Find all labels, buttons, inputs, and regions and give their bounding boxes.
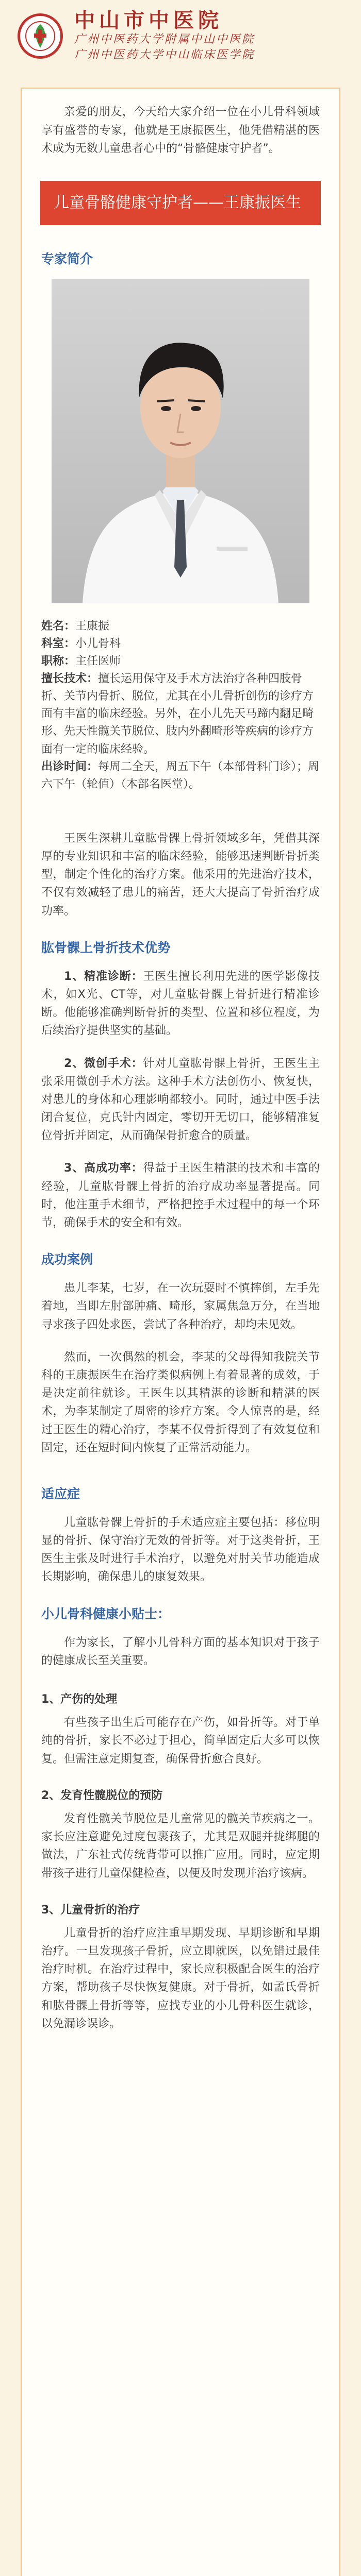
advantage-item-title: 2、微创手术： [64,1057,143,1070]
advantage-item-body: 王医生擅长利用先进的医学影像技术，如X光、CT等，对儿童肱骨髁上骨折进行精准诊断。他能够准确判断骨折的类型、位置和移位程度，为后续治疗提供坚实的基础。 [41,970,320,1038]
tip-body: 儿童骨折的治疗应注重早期发现、早期诊断和早期治疗。一旦发现孩子骨折，应立即就医，以免错过最佳治疗时机。在治疗过程中，家长应积极配合医生的治疗方案，帮助孩子尽快恢复健康。对于骨折，如孟氏骨折和肱骨髁上骨折等等，应找专业的小儿骨科医生就诊，以免漏诊误诊。 [41,1926,320,2030]
clinic-value: 每周二全天，周五下午（本部骨科门诊）；周六下午（轮值）（本部名医堂）。 [41,760,320,791]
summary-paragraph: 王医生深耕儿童肱骨髁上骨折领域多年，凭借其深厚的专业知识和丰富的临床经验，能够迅速判断骨折类型，制定个性化的治疗方案。他采用的先进治疗技术，不仅有效减轻了患儿的痛苦，还大大提高了骨折治疗成功率。 [41,832,320,918]
hospital-logo-icon [24,20,56,52]
profile-title: 专家简介 [41,251,93,266]
tip-title: 2、发育性髋脱位的预防 [41,1789,163,1802]
doctor-photo [52,279,309,603]
name-key: 姓名： [41,619,76,633]
hospital-header [0,0,361,72]
doctor-info [41,618,320,793]
hospital-subtitle-1: 广州中医药大学附属中山中医院 [74,33,255,46]
name-value: 王康振 [75,619,110,633]
intro-paragraph: 亲爱的朋友，今天给大家介绍一位在小儿骨科领域享有盛誉的专家，他就是王康振医生，他凭借精湛的医术成为无数儿童患者心中的“骨骼健康守护者”。 [41,106,320,156]
tips-title: 小儿骨科健康小贴士： [41,1606,171,1621]
advantage-item [41,1055,320,1145]
advantage-item-body: 针对儿童肱骨髁上骨折，王医生主张采用微创手术方法。这种手术方法创伤小、恢复快，对患儿的身体和心理影响都较小。同时，通过中医手法闭合复位，克氏针内固定，零切开无切口，能够精准复位骨折并固定，从而确保骨折愈合的质量。 [41,1057,320,1143]
clinic-key: 出诊时间： [41,760,99,773]
rank-value: 主任医师 [75,655,121,668]
cases-title: 成功案例 [41,1252,93,1267]
case-paragraph: 患儿李某，七岁，在一次玩耍时不慎摔倒，左手先着地，当即左肘部肿痛、畸形，家属焦急万分，在当地寻求孩子四处求医，尝试了各种治疗，却均未见效。 [41,1282,320,1331]
article-banner: 儿童骨骼健康守护者——王康振医生 [40,181,321,225]
case-paragraph: 然而，一次偶然的机会，李某的父母得知我院关节科的王康振医生在治疗类似病例上有着显著的成效，于是决定前往就诊。王医生以其精湛的诊断和精湛的医术，为李某制定了周密的诊疗方案。令人惊喜的是，经过王医生的精心治疗，李某不仅骨折得到了有效复位和固定，还在短时间内恢复了正常活动能力。 [41,1350,320,1454]
dept-key: 科室： [41,637,76,650]
advantage-item [41,1159,320,1232]
advantage-item [41,968,320,1040]
hospital-name: 中山市中医院 [74,8,223,33]
tip-title: 1、产伤的处理 [41,1693,118,1706]
hospital-subtitle-2: 广州中医药大学中山临床医学院 [74,48,255,61]
advantage-item-body: 得益于王医生精湛的技术和丰富的经验，儿童肱骨髁上骨折的治疗成功率显著提高。同时，他注重手术细节，严格把控手术过程中的每一个环节，确保手术的安全和有效。 [41,1162,320,1229]
advantage-item-title: 3、高成功率： [64,1162,143,1175]
advantage-item-title: 1、精准诊断： [64,970,143,983]
article-card [21,88,340,2576]
tip-body: 有些孩子出生后可能存在产伤，如骨折等。对于单纯的骨折，家长不必过于担心，简单固定后大多可以恢复。但需注意定期复查，确保骨折愈合良好。 [41,1716,320,1766]
hospital-logo [18,13,63,59]
doctor-portrait-icon [52,279,309,603]
advantages-title: 肱骨髁上骨折技术优势 [41,940,171,955]
tip-body: 发育性髋关节脱位是儿童常见的髋关节疾病之一。家长应注意避免过度包裹孩子，尤其是双腿并拢绑腿的做法，广东社式传统背带可以推广应用。同时，应定期带孩子进行儿童保健检查，以便及时发现并治疗该病。 [41,1812,320,1880]
dept-value: 小儿骨科 [75,637,121,650]
skill-key: 擅长技术： [41,672,99,686]
tip-title: 3、儿童骨折的治疗 [41,1903,140,1917]
indications-title: 适应症 [41,1486,80,1501]
skill-value: 擅长运用保守及手术方法治疗各种四肢骨折、关节内骨折、脱位，尤其在小儿骨折创伤的诊疗方面有丰富的临床经验。另外，在小儿先天马蹄内翻足畸形、先天性髋关节脱位、肢内外翻畸形等疾病的诊疗方面有一定的临床经验。 [41,672,314,756]
indications-paragraph: 儿童肱骨髁上骨折的手术适应症主要包括：移位明显的骨折、保守治疗无效的骨折等。对于这类骨折，王医生主张及时进行手术治疗，以避免对肘关节功能造成长期影响，确保患儿的康复效果。 [41,1516,320,1584]
tips-intro: 作为家长，了解小儿骨科方面的基本知识对于孩子的健康成长至关重要。 [41,1636,320,1667]
rank-key: 职称： [41,655,76,668]
